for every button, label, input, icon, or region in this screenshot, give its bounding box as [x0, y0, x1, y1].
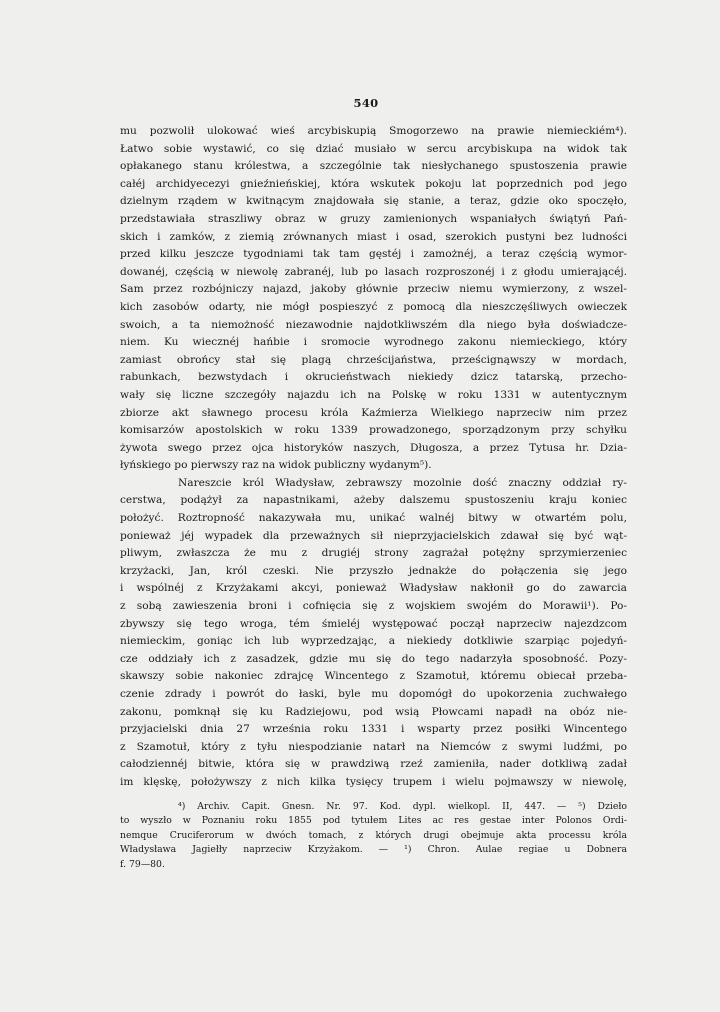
text-line: czenie zdrady i powrót do łaski, byle mu dopomógł do upokorzenia zuchwałego — [120, 688, 627, 700]
text-line: swoich, a ta niemożność niezawodnie najdotkliwszém dla niego była doświadcze- — [120, 318, 627, 331]
text-line: Sam przez rozbójniczy najazd, jakoby głównie przeciw niemu wymierzony, z wszel- — [120, 283, 627, 296]
text-line: przed kilku jeszcze tygodniami tak tam gęstéj i zamożnéj, a teraz częścią wymor- — [120, 248, 627, 261]
text-line: im klęskę, położywszy z nich kilka tysięcy trupem i wielu pojmawszy w niewolę, — [120, 775, 627, 788]
body-text — [120, 123, 627, 792]
text-line: dowanéj, częścią w niewolę zabranéj, lub po lasach rozproszonéj i z głodu umierającéj. — [120, 265, 627, 278]
text-line: skich i zamków, z ziemią zrównanych miast i osad, szerokich pustyni bez ludności — [120, 230, 627, 243]
text-line: mu pozwolił ulokować wieś arcybiskupią Smogorzewo na prawie niemieckiém⁴). — [120, 125, 627, 137]
text-line: skawszy sobie nakoniec zdrajcę Wincentego z Szamotuł, któremu obiecał przeba- — [120, 670, 627, 683]
footnote-line: ⁴) Archiv. Capit. Gnesn. Nr. 97. Kod. dypl. wielkopl. II, 447. — ⁵) Dzieło — [178, 801, 627, 812]
footnote-line: nemque Cruciferorum w dwóch tomach, z których drugi obejmuje akta processu króla — [120, 829, 627, 841]
text-line: przedstawiała straszliwy obraz w gruzy zamienionych wspaniałych świątyń Pań- — [120, 212, 627, 225]
text-line: zbiorze akt sławnego procesu króla Kaźmierza Wielkiego naprzeciw nim przez — [120, 406, 627, 419]
text-line: niem. Ku wiecznéj hańbie i sromocie wyrodnego zakonu niemieckiego, który — [120, 336, 627, 349]
text-line: cerstwa, podążył za napastnikami, ażeby dalszemu spustoszeniu kraju koniec — [120, 494, 627, 507]
text-line: Nareszcie król Władysław, zebrawszy mozolnie dość znaczny oddział ry- — [178, 476, 627, 489]
text-line: zakonu, pomknął się ku Radziejowu, pod wsią Płowcami napadł na obóz nie- — [120, 705, 627, 718]
text-line: krzyżacki, Jan, król czeski. Nie przyszło jednakże do połączenia się jego — [120, 564, 627, 577]
text-line: i wspólnéj z Krzyżakami akcyi, ponieważ Władysław nakłonił go do zawarcia — [120, 582, 627, 595]
footnote-line: f. 79—80. — [120, 858, 165, 870]
text-line: łyńskiego po pierwszy raz na widok publiczny wydanym⁵). — [120, 459, 432, 472]
text-line: położyć. Roztropność nakazywała mu, unikać walnéj bitwy w otwartém polu, — [120, 512, 627, 525]
text-line: z sobą zawieszenia broni i cofnięcia się z wojskiem swojém do Morawii¹). Po- — [120, 600, 627, 613]
footnote-line: Władysława Jagiełły naprzeciw Krzyżakom. — ¹) Chron. Aulae regiae u Dobnera — [120, 844, 627, 856]
text-line: komisarzów apostolskich w roku 1339 prowadzonego, sporządzonym przy schyłku — [120, 424, 627, 437]
text-line: przyjacielski dnia 27 września roku 1331 i wsparty przez posiłki Wincentego — [120, 723, 627, 736]
footnotes — [120, 800, 627, 872]
text-line: zbywszy się tego wroga, tém śmieléj występować począł naprzeciw najezdzcom — [120, 617, 627, 630]
text-line: rabunkach, bezwstydach i okrucieństwach niekiedy dzicz tatarską, przecho- — [120, 371, 627, 384]
text-line: żywota swego przez ojca historyków naszych, Długosza, a przez Tytusa hr. Dzia- — [120, 441, 627, 454]
text-line: wały się liczne szczegóły najazdu ich na Polskę w roku 1331 w autentycznym — [120, 388, 627, 401]
page-number: 540 — [353, 96, 379, 110]
text-line: pliwym, zwłaszcza że mu z drugiéj strony zagrażał potężny sprzymierzeniec — [120, 547, 627, 560]
text-line: Łatwo sobie wystawić, co się dziać musiało w sercu arcybiskupa na widok tak — [120, 142, 627, 155]
text-line: dzielnym rządem w kwitnącym znajdowała się stanie, a teraz, gdzie oko spoczęło, — [120, 195, 627, 208]
text-line: ponieważ jéj wypadek dla przeważnych sił nieprzyjacielskich zdawał się być wąt- — [120, 529, 627, 542]
text-line: niemieckim, goniąc ich lub wyprzedzając, a niekiedy dotkliwie szarpiąc pojedyń- — [120, 635, 627, 648]
text-line: z Szamotuł, który z tyłu niespodzianie natarł na Niemców z swymi ludźmi, po — [120, 740, 627, 753]
text-line: zamiast obrońcy stał się plagą chrześcijaństwa, prześcignąwszy w mordach, — [120, 353, 627, 366]
footnote-line: to wyszło w Poznaniu roku 1855 pod tytułem Lites ac res gestae inter Polonos Ordi- — [120, 815, 627, 827]
text-line: kich zasobów odarty, nie mógł pospieszyć z pomocą dla nieszczęśliwych owieczek — [120, 300, 627, 313]
text-line: cze oddziały ich z zasadzek, gdzie mu się do tego nadarzyła sposobność. Pozy- — [120, 652, 627, 665]
text-line: całéj archidyecezyi gnieźnieńskiej, która wskutek pokoju lat poprzednich pod jego — [120, 177, 627, 190]
text-line: opłakanego stanu królestwa, a szczególnie tak niesłychanego spustoszenia prawie — [120, 160, 627, 173]
text-line: całodziennéj bitwie, która się w prawdziwą rzeź zamieniła, nader dotkliwą zadał — [120, 758, 627, 771]
